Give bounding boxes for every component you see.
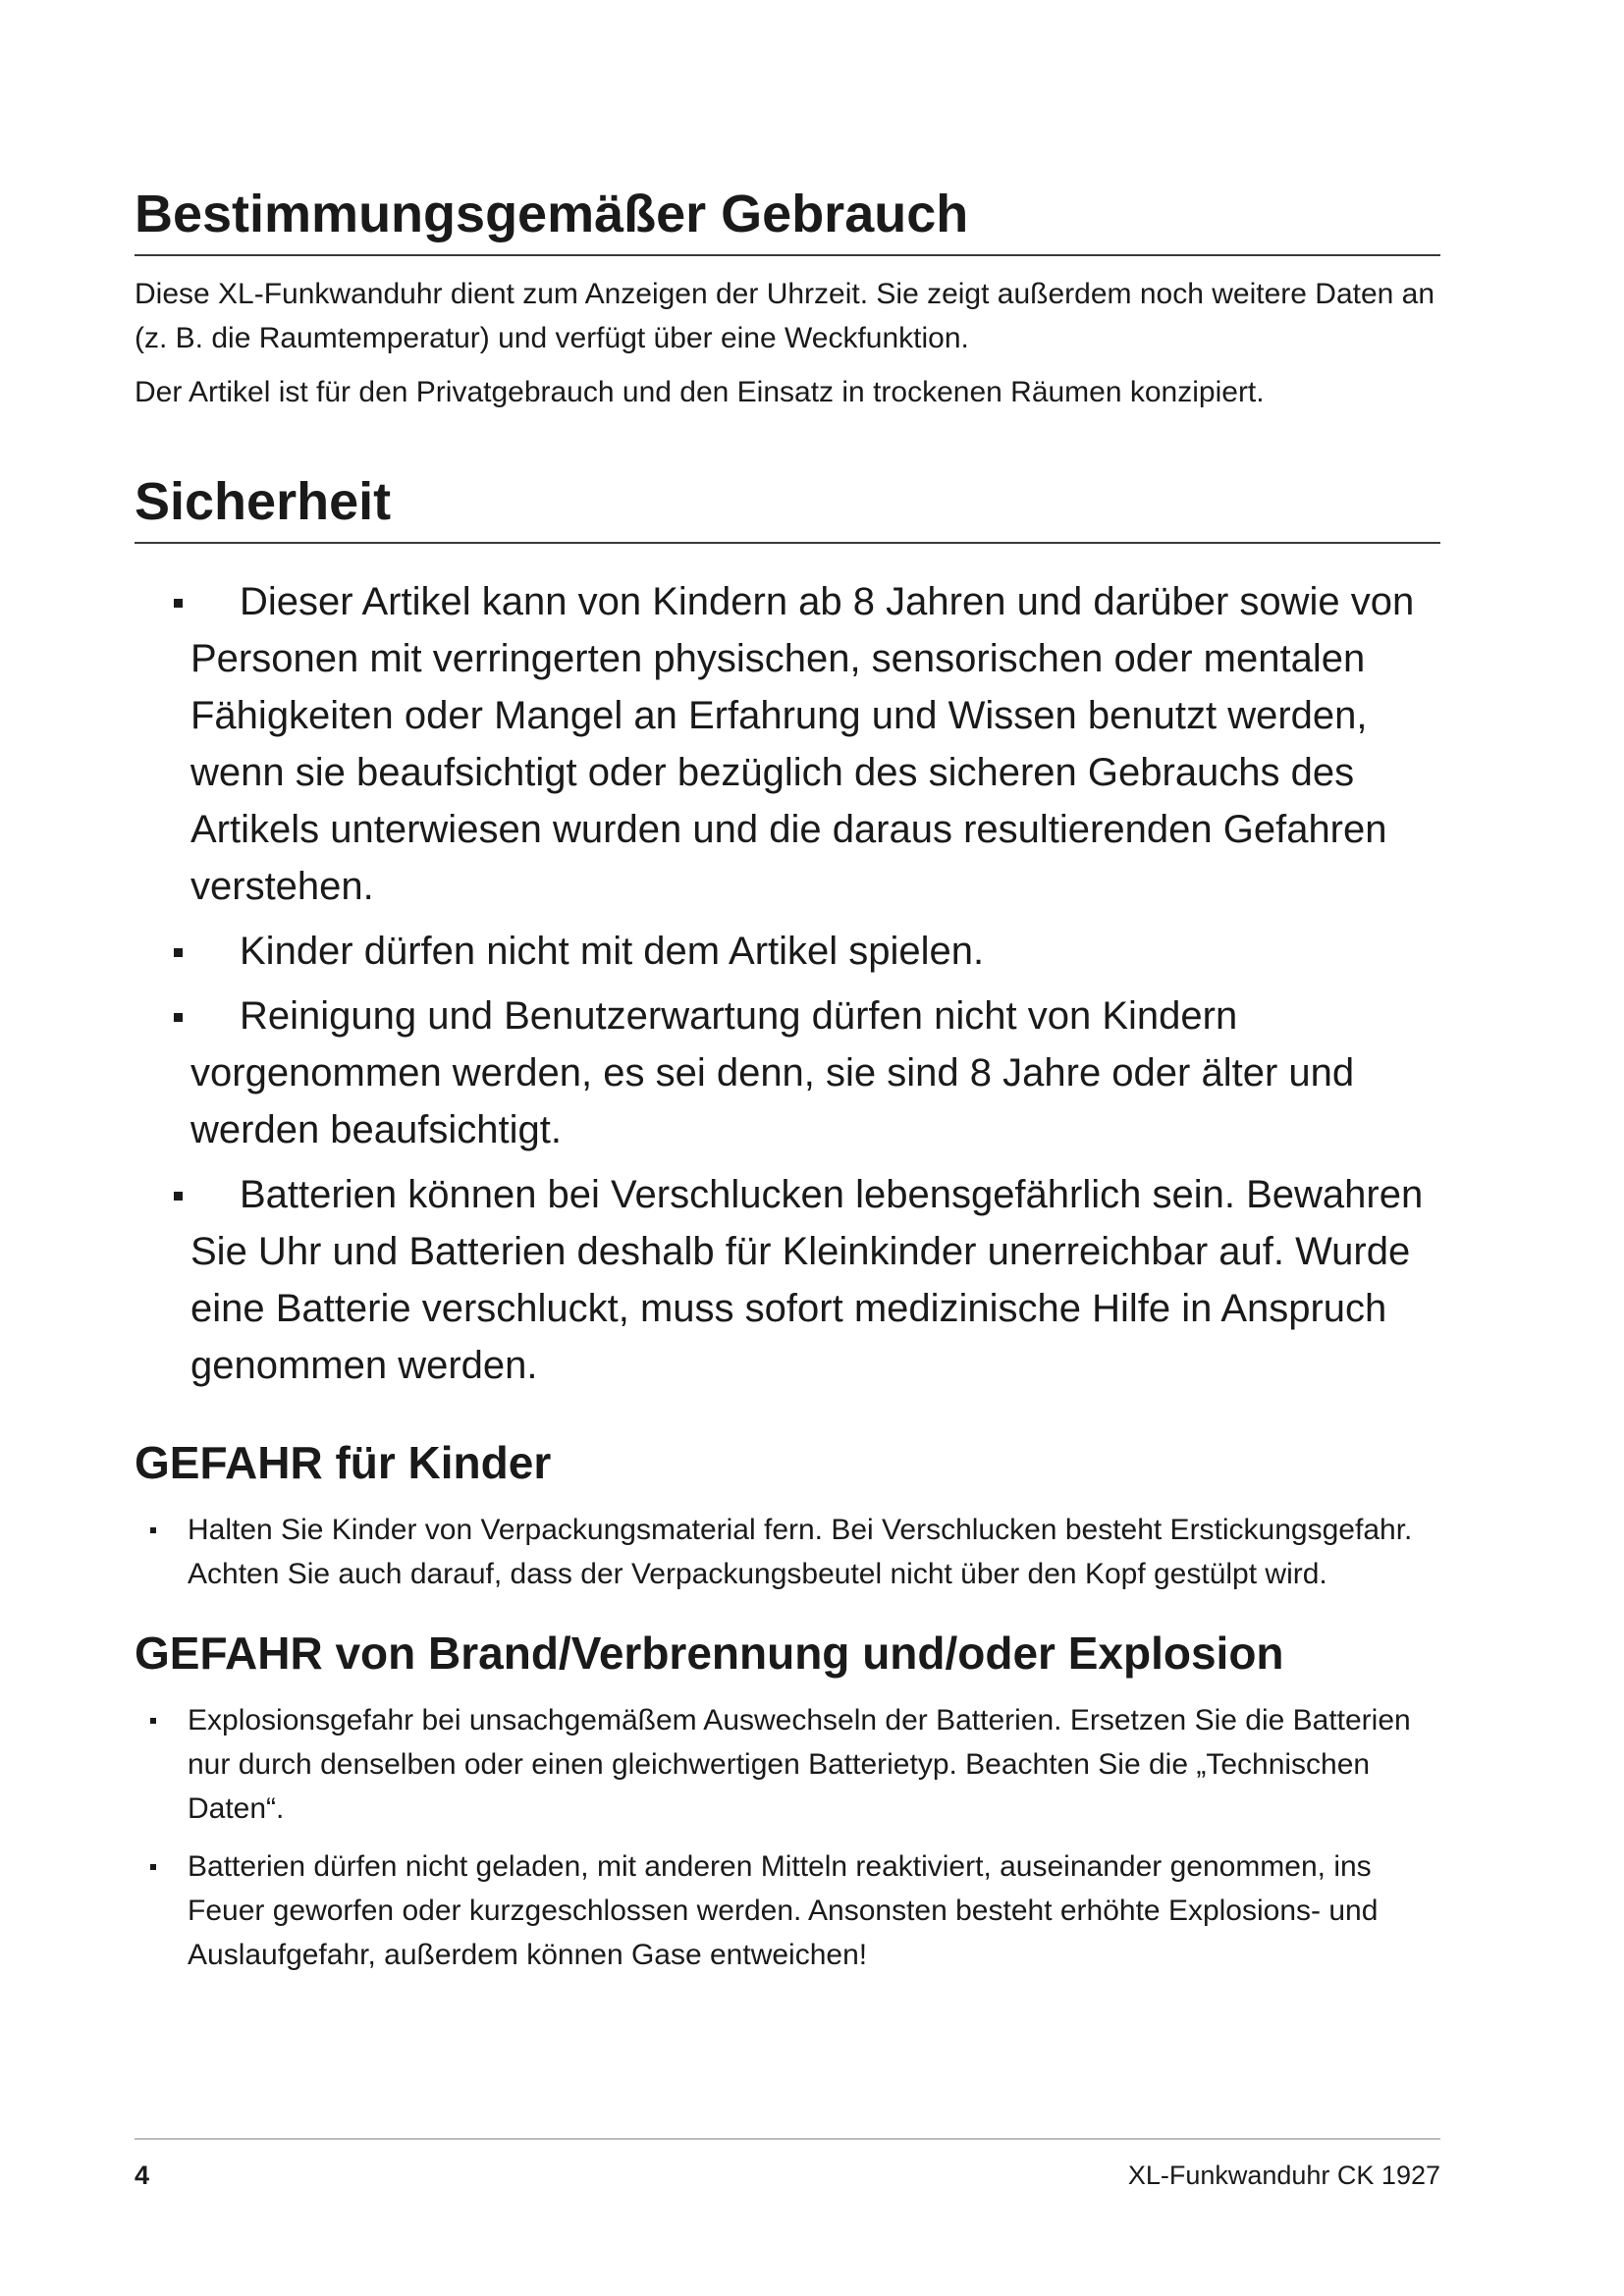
intended-use-heading: Bestimmungsgemäßer Gebrauch [135, 182, 1440, 256]
list-item [135, 1698, 1440, 1831]
intended-use-paragraph: Diese XL-Funkwanduhr dient zum Anzeigen der Uhrzeit. Sie zeigt außerdem noch weitere Daten an (z. B. die Raumtemperatur) und verfügt über eine Weckfunktion. [135, 278, 1435, 354]
list-item [135, 1508, 1440, 1596]
bullet-icon [150, 1527, 156, 1533]
danger-fire-list [135, 1698, 1440, 1977]
list-item-text: Explosionsgefahr bei unsachgemäßem Auswechseln der Batterien. Ersetzen Sie die Batterien nur durch denselben oder einen gleichwertigen Batterietyp. Beachten Sie die „Technischen Daten“. [188, 1704, 1411, 1825]
bullet-icon [174, 948, 183, 957]
danger-children-heading: GEFAHR für Kinder [135, 1437, 552, 1488]
safety-list [135, 573, 1440, 1394]
bullet-icon [150, 1864, 156, 1870]
page-footer [135, 2156, 1440, 2195]
section-intended-use [135, 182, 1440, 414]
list-item-text: Halten Sie Kinder von Verpackungsmaterial fern. Bei Verschlucken besteht Erstickungsgefahr. Achten Sie auch darauf, dass der Verpackungsbeutel nicht über den Kopf gestülpt wird. [188, 1514, 1413, 1590]
list-item-text: Batterien dürfen nicht geladen, mit anderen Mitteln reaktiviert, auseinander genommen, ins Feuer geworfen oder kurzgeschlossen werden. Ansonsten besteht erhöhte Explosions- und Auslaufgefahr, außerdem können Gase entweichen! [188, 1850, 1379, 1971]
list-item-text: Batterien können bei Verschlucken lebensgefährlich sein. Bewahren Sie Uhr und Batterien deshalb für Kleinkinder unerreichbar auf. Wurde eine Batterie verschluckt, muss sofort medizinische Hilfe in Anspruch genommen werden. [190, 1173, 1424, 1387]
list-item [135, 923, 1440, 980]
page-content [135, 182, 1440, 1991]
danger-children-list [135, 1508, 1440, 1596]
list-item [135, 573, 1440, 915]
list-item-text: Kinder dürfen nicht mit dem Artikel spielen. [240, 930, 985, 973]
bullet-icon [150, 1718, 156, 1724]
list-item [135, 1844, 1440, 1977]
list-item [135, 988, 1440, 1158]
section-danger-children [135, 1435, 1440, 1596]
product-name: XL-Funkwanduhr CK 1927 [1127, 2161, 1440, 2190]
bullet-icon [174, 1192, 183, 1201]
intended-use-paragraph: Der Artikel ist für den Privatgebrauch und den Einsatz in trockenen Räumen konzipiert. [135, 376, 1265, 408]
section-safety [135, 469, 1440, 1394]
list-item [135, 1166, 1440, 1394]
bullet-icon [174, 599, 183, 608]
danger-fire-heading: GEFAHR von Brand/Verbrennung und/oder Explosion [135, 1628, 1284, 1679]
list-item-text: Reinigung und Benutzerwartung dürfen nicht von Kindern vorgenommen werden, es sei denn, sie sind 8 Jahre oder älter und werden beaufsichtigt. [190, 994, 1355, 1151]
footer-divider [135, 2138, 1440, 2140]
bullet-icon [174, 1013, 183, 1022]
list-item-text: Dieser Artikel kann von Kindern ab 8 Jahren und darüber sowie von Personen mit verringerten physischen, sensorischen oder mentalen Fähigkeiten oder Mangel an Erfahrung und Wissen benutzt werden, wenn sie beaufsichtigt oder bezüglich des sicheren Gebrauchs des Artikels unterwiesen wurden und die daraus resultierenden Gefahren verstehen. [190, 580, 1415, 908]
safety-heading: Sicherheit [135, 469, 1440, 544]
section-danger-fire [135, 1626, 1440, 1977]
page-number: 4 [135, 2161, 150, 2190]
